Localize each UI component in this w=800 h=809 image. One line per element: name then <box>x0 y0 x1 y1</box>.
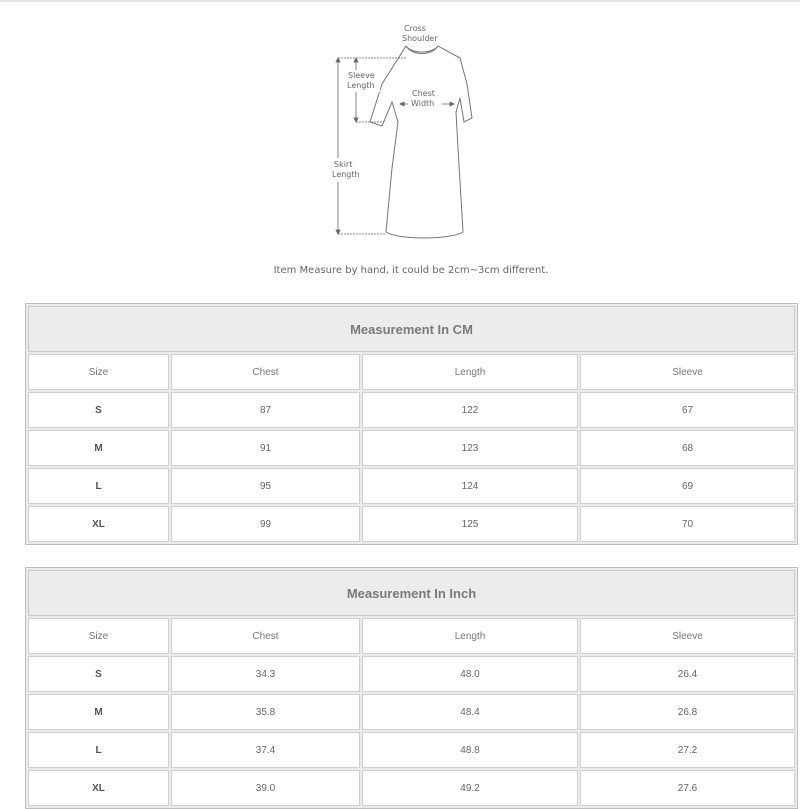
size-cell: M <box>28 430 169 466</box>
measurement-table-cm <box>25 303 798 545</box>
table-row <box>28 392 795 428</box>
header-cell-chest: Chest <box>171 618 360 654</box>
sleeve-cell: 27.2 <box>580 732 795 768</box>
sleeve-cell: 69 <box>580 468 795 504</box>
chest-cell: 34.3 <box>171 656 360 692</box>
skirt-length-label: Skirt <box>334 160 353 169</box>
size-cell: S <box>28 656 169 692</box>
chest-cell: 95 <box>171 468 360 504</box>
chest-cell: 39.0 <box>171 770 360 806</box>
table-row <box>28 770 795 806</box>
length-cell: 48.8 <box>362 732 578 768</box>
table-row <box>28 656 795 692</box>
header-cell-size: Size <box>28 354 169 390</box>
table-header-row <box>28 354 795 390</box>
sleeve-cell: 26.8 <box>580 694 795 730</box>
sleeve-cell: 26.4 <box>580 656 795 692</box>
chest-width-label-line2: Width <box>411 99 435 108</box>
header-cell-sleeve: Sleeve <box>580 354 795 390</box>
size-cell: S <box>28 392 169 428</box>
table-row <box>28 732 795 768</box>
measurement-table-inch <box>25 567 798 809</box>
size-cell: L <box>28 732 169 768</box>
skirt-length-label-line2: Length <box>332 170 360 179</box>
header-cell-size: Size <box>28 618 169 654</box>
chest-width-label: Chest <box>412 89 435 98</box>
size-cell: M <box>28 694 169 730</box>
sleeve-cell: 70 <box>580 506 795 542</box>
table-title: Measurement In CM <box>28 306 795 352</box>
table-title: Measurement In Inch <box>28 570 795 616</box>
length-cell: 122 <box>362 392 578 428</box>
length-cell: 48.4 <box>362 694 578 730</box>
table-header-row <box>28 618 795 654</box>
chest-cell: 91 <box>171 430 360 466</box>
sleeve-length-label-line2: Length <box>347 81 375 90</box>
cross-shoulder-label-line2: Shoulder <box>402 34 438 43</box>
measurement-note: Item Measure by hand, it could be 2cm~3cm different. <box>273 265 549 276</box>
chest-cell: 87 <box>171 392 360 428</box>
size-cell: XL <box>28 770 169 806</box>
table-row <box>28 430 795 466</box>
length-cell: 124 <box>362 468 578 504</box>
header-cell-length: Length <box>362 618 578 654</box>
sleeve-cell: 67 <box>580 392 795 428</box>
chest-cell: 37.4 <box>171 732 360 768</box>
sleeve-cell: 27.6 <box>580 770 795 806</box>
cross-shoulder-label: Cross <box>404 24 426 33</box>
chest-cell: 99 <box>171 506 360 542</box>
dress-measurement-diagram <box>320 18 490 248</box>
table-row <box>28 506 795 542</box>
length-cell: 123 <box>362 430 578 466</box>
chest-cell: 35.8 <box>171 694 360 730</box>
table-row <box>28 694 795 730</box>
length-cell: 48.0 <box>362 656 578 692</box>
dress-outline-illustration <box>320 18 490 248</box>
sleeve-length-label: Sleeve <box>348 71 375 80</box>
size-cell: XL <box>28 506 169 542</box>
header-cell-length: Length <box>362 354 578 390</box>
table-row <box>28 468 795 504</box>
header-cell-sleeve: Sleeve <box>580 618 795 654</box>
top-divider <box>0 0 800 2</box>
length-cell: 49.2 <box>362 770 578 806</box>
sleeve-cell: 68 <box>580 430 795 466</box>
header-cell-chest: Chest <box>171 354 360 390</box>
size-cell: L <box>28 468 169 504</box>
length-cell: 125 <box>362 506 578 542</box>
